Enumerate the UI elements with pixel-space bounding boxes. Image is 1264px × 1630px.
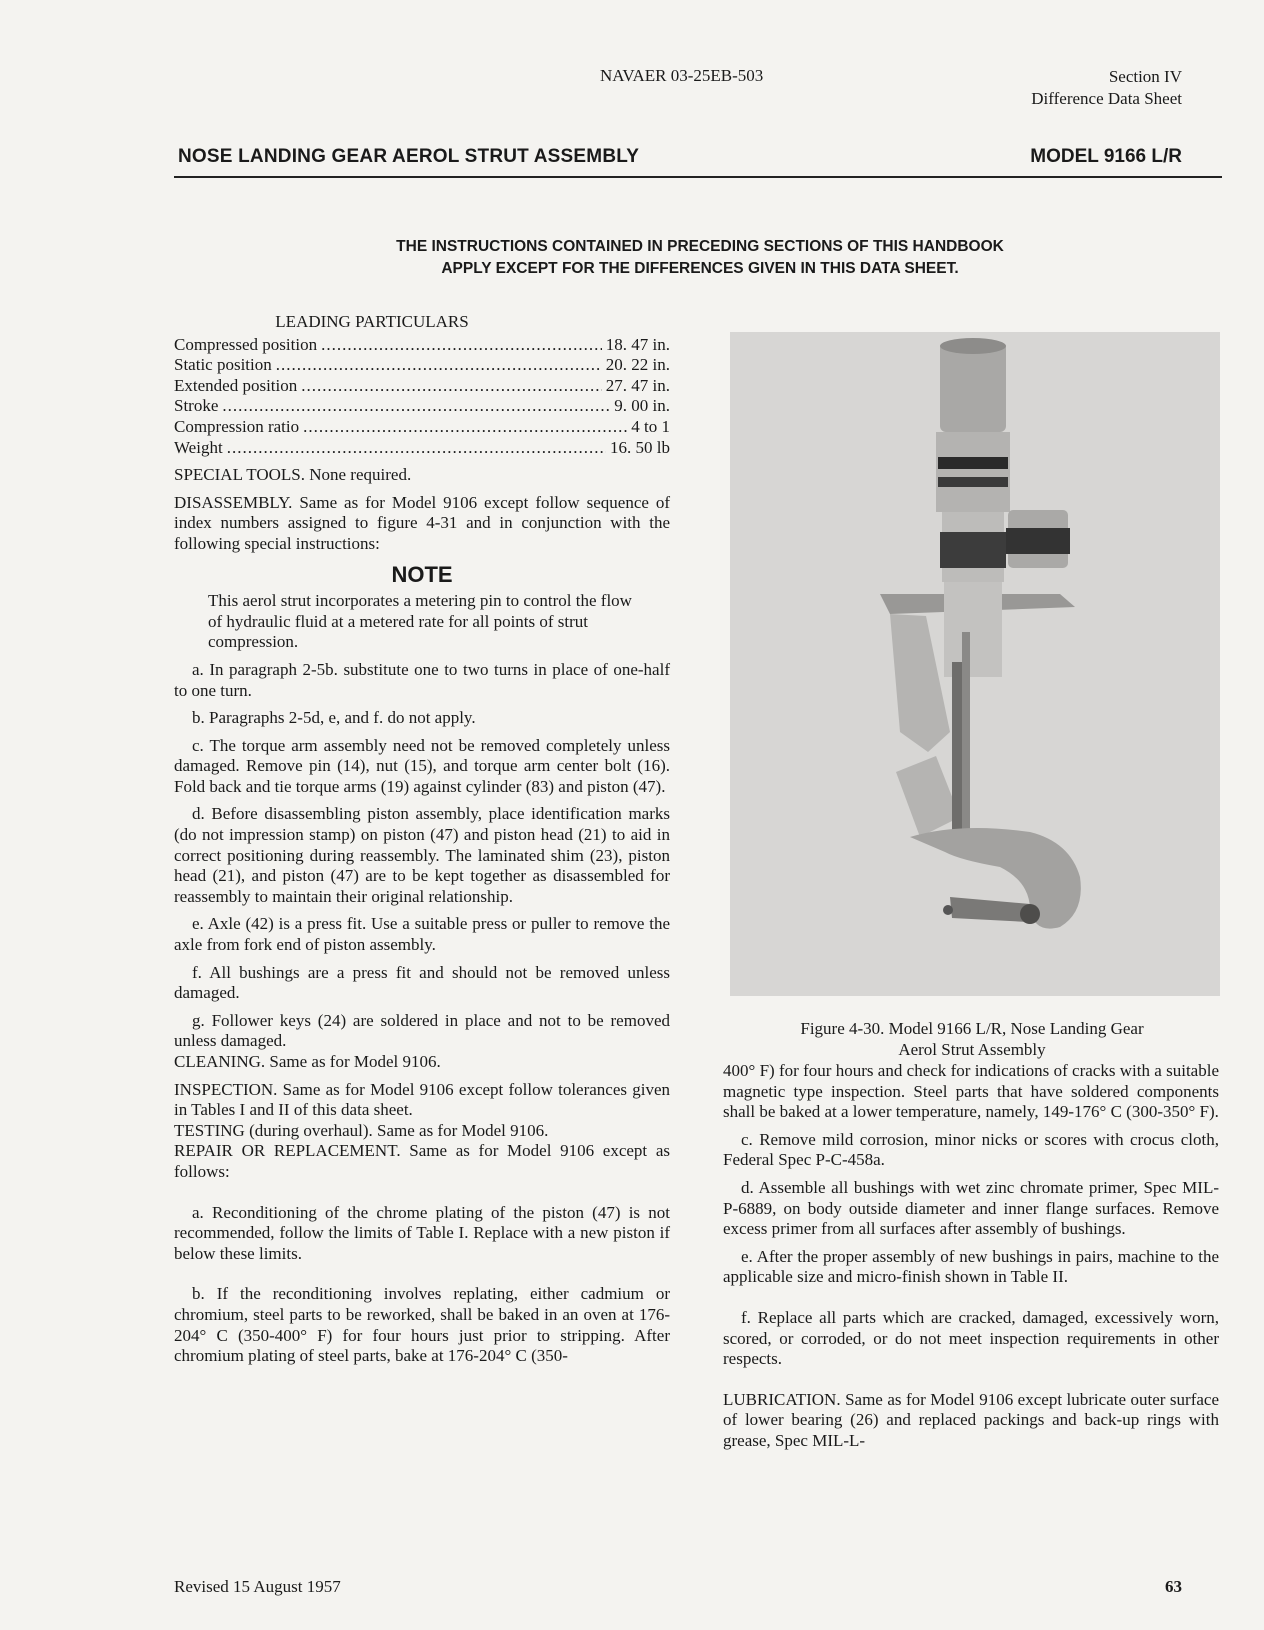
- disassembly-step-f: f. All bushings are a press fit and should not be removed unless damaged.: [174, 962, 670, 1003]
- particular-label: Compression ratio: [174, 416, 300, 436]
- model-title: MODEL 9166 L/R: [1030, 146, 1182, 167]
- disassembly-step-d: d. Before disassembling piston assembly, place identification marks (do not impression stamp) on piston (47) and piston head (21) to aid in correct positioning during reassembly. The laminated shim (23), piston head (21), and piston (47) are to be kept together as disassembled for reassembly to maintain their original relationship.: [174, 804, 670, 906]
- disassembly-step-a: a. In paragraph 2-5b. substitute one to two turns in place of one-half to one turn.: [174, 659, 670, 700]
- particular-value: 27. 47 in.: [605, 375, 670, 395]
- page-number: 63: [1165, 1577, 1182, 1596]
- disassembly-paragraph: DISASSEMBLY. Same as for Model 9106 except follow sequence of index numbers assigned to figure 4-31 and in conjunction with the following special instructions:: [174, 492, 670, 553]
- disassembly-step-e: e. Axle (42) is a press fit. Use a suitable press or puller to remove the axle from fork end of piston assembly.: [174, 914, 670, 955]
- repair-paragraph: REPAIR OR REPLACEMENT. Same as for Model 9106 except as follows:: [174, 1141, 670, 1181]
- disassembly-step-b: b. Paragraphs 2-5d, e, and f. do not apply.: [192, 708, 476, 728]
- left-column: [174, 312, 670, 1367]
- document-number: NAVAER 03-25EB-503: [600, 66, 764, 85]
- particular-label: Extended position: [174, 375, 298, 395]
- instructions-line-2: APPLY EXCEPT FOR THE DIFFERENCES GIVEN IN THIS DATA SHEET.: [441, 260, 959, 277]
- sheet-type-label: Difference Data Sheet: [1031, 89, 1182, 108]
- disassembly-step-c: c. The torque arm assembly need not be removed completely unless damaged. Remove pin (14), nut (15), and torque arm center bolt (16). Fold back and tie torque arms (19) against cylinder (83) and piston (47).: [174, 735, 670, 796]
- repair-step-c: c. Remove mild corrosion, minor nicks or scores with crocus cloth, Federal Spec P-C-458a.: [723, 1129, 1219, 1170]
- leading-particulars-heading: LEADING PARTICULARS: [275, 312, 469, 331]
- particular-value: 16. 50 lb: [610, 437, 670, 457]
- particular-label: Weight: [174, 437, 223, 457]
- title-rule: [174, 176, 1222, 178]
- repair-step-f: f. Replace all parts which are cracked, damaged, excessively worn, scored, or corroded, or do not meet inspection requirements in other respects.: [723, 1307, 1219, 1369]
- inspection-paragraph: INSPECTION. Same as for Model 9106 except follow tolerances given in Tables I and II of this data sheet.: [174, 1079, 670, 1120]
- page-title: NOSE LANDING GEAR AEROL STRUT ASSEMBLY: [178, 146, 640, 167]
- note-body: This aerol strut incorporates a metering pin to control the flow of hydraulic fluid at a metered rate for all points of strut compression.: [208, 591, 632, 652]
- particular-row: [174, 376, 670, 397]
- figure-caption-line-2: Aerol Strut Assembly: [898, 1039, 1046, 1059]
- instructions-banner: [178, 236, 1222, 280]
- repair-step-b-continued: 400° F) for four hours and check for indications of cracks with a suitable magnetic type inspection. Steel parts that have soldered components shall be baked at a lower temperature, namely, 149-176° C (300-350° F).: [723, 1061, 1219, 1122]
- particular-label: Compressed position: [174, 334, 318, 354]
- cleaning-paragraph: CLEANING. Same as for Model 9106.: [174, 1052, 441, 1071]
- leader-dots: [276, 355, 602, 376]
- particular-row: [174, 417, 670, 438]
- revision-date: Revised 15 August 1957: [174, 1577, 341, 1596]
- strut-illustration: [730, 332, 1220, 996]
- lubrication-paragraph: LUBRICATION. Same as for Model 9106 except lubricate outer surface of lower bearing (26) and replaced packings and back-up rings with grease, Spec MIL-L-: [723, 1389, 1219, 1450]
- particular-row: [174, 438, 670, 459]
- leader-dots: [303, 417, 627, 438]
- note-heading: NOTE: [391, 561, 453, 587]
- section-label: Section IV: [1108, 67, 1182, 86]
- particular-value: 9. 00 in.: [614, 396, 670, 416]
- special-tools-paragraph: SPECIAL TOOLS. None required.: [174, 465, 412, 485]
- particular-value: 20. 22 in.: [605, 355, 670, 375]
- section-header: [1031, 66, 1182, 110]
- repair-step-a: a. Reconditioning of the chrome plating of the piston (47) is not recommended, follow the limits of Table I. Replace with a new piston if below these limits.: [174, 1202, 670, 1263]
- particular-row: [174, 355, 670, 376]
- leading-particulars-table: [174, 335, 670, 459]
- right-column: [723, 1061, 1219, 1452]
- figure-caption: [724, 1019, 1220, 1060]
- leader-dots: [321, 335, 602, 356]
- leader-dots: [301, 376, 602, 397]
- repair-step-e: e. After the proper assembly of new bushings in pairs, machine to the applicable size and micro-finish shown in Table II.: [723, 1246, 1219, 1287]
- particular-row: [174, 396, 670, 417]
- leader-dots: [227, 438, 606, 459]
- repair-step-b: b. If the reconditioning involves replating, either cadmium or chromium, steel parts to be reworked, shall be baked in an oven at 176-204° C (350-400° F) for four hours just prior to stripping. After chromium plating of steel parts, bake at 176-204° C (350-: [174, 1284, 670, 1366]
- leader-dots: [222, 396, 610, 417]
- landing-gear-photo: [730, 332, 1220, 996]
- disassembly-step-g: g. Follower keys (24) are soldered in place and not to be removed unless damaged.: [174, 1010, 670, 1051]
- particular-label: Stroke: [174, 396, 219, 416]
- repair-step-d: d. Assemble all bushings with wet zinc chromate primer, Spec MIL-P-6889, on body outside diameter and inner flange surfaces. Remove excess primer from all surfaces after assembly of bushings.: [723, 1177, 1219, 1239]
- testing-paragraph: TESTING (during overhaul). Same as for Model 9106.: [174, 1120, 549, 1140]
- figure-caption-line-1: Figure 4-30. Model 9166 L/R, Nose Landing Gear: [800, 1019, 1144, 1038]
- particular-row: [174, 335, 670, 356]
- particular-value: 4 to 1: [631, 416, 670, 436]
- instructions-line-1: THE INSTRUCTIONS CONTAINED IN PRECEDING SECTIONS OF THIS HANDBOOK: [396, 238, 1004, 255]
- particular-value: 18. 47 in.: [605, 334, 670, 354]
- particular-label: Static position: [174, 355, 272, 375]
